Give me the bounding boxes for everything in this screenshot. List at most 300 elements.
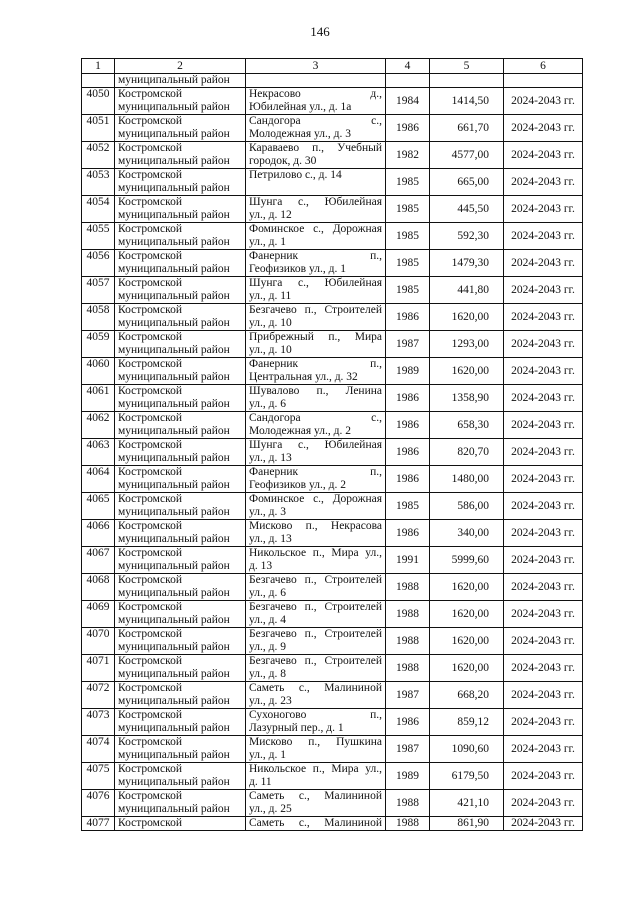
area-cell (430, 74, 504, 88)
address-cell (246, 574, 386, 601)
period-cell: 2024-2043 гг. (504, 385, 583, 412)
municipality-line: муниципальный район (118, 803, 230, 815)
address-line: д. 11 (249, 776, 272, 788)
address-line: Никольское п., Мира ул., (249, 763, 382, 775)
municipality-cell (115, 223, 246, 250)
area-cell: 1620,00 (430, 655, 504, 682)
municipality-cell (115, 196, 246, 223)
period-cell: 2024-2043 гг. (504, 682, 583, 709)
municipality-line: Костромской (118, 520, 182, 532)
municipality-line: муниципальный район (118, 506, 230, 518)
municipality-line: муниципальный район (118, 155, 230, 167)
municipality-line: Костромской (118, 493, 182, 505)
year-cell: 1989 (386, 763, 430, 790)
period-cell: 2024-2043 гг. (504, 790, 583, 817)
table-row (82, 682, 583, 709)
municipality-line: Костромской (118, 88, 182, 100)
year-cell: 1985 (386, 250, 430, 277)
address-cell (246, 736, 386, 763)
address-cell (246, 601, 386, 628)
municipality-cell (115, 385, 246, 412)
year-cell: 1984 (386, 88, 430, 115)
row-number-cell (82, 74, 115, 88)
address-cell (246, 628, 386, 655)
area-cell: 661,70 (430, 115, 504, 142)
municipality-line: Костромской (118, 547, 182, 559)
table-row (82, 601, 583, 628)
year-cell: 1985 (386, 223, 430, 250)
period-cell: 2024-2043 гг. (504, 250, 583, 277)
area-cell: 1293,00 (430, 331, 504, 358)
period-cell: 2024-2043 гг. (504, 304, 583, 331)
address-cell (246, 493, 386, 520)
table-row (82, 466, 583, 493)
year-cell: 1986 (386, 385, 430, 412)
period-cell: 2024-2043 гг. (504, 655, 583, 682)
year-cell: 1985 (386, 196, 430, 223)
address-line: ул., д. 6 (249, 587, 286, 599)
year-cell: 1986 (386, 520, 430, 547)
row-number-cell: 4058 (82, 304, 115, 331)
period-cell: 2024-2043 гг. (504, 439, 583, 466)
municipality-line: муниципальный район (118, 722, 230, 734)
area-cell: 861,90 (430, 817, 504, 831)
period-cell: 2024-2043 гг. (504, 547, 583, 574)
table-body (82, 59, 583, 831)
address-cell (246, 331, 386, 358)
address-line: ул., д. 9 (249, 641, 286, 653)
year-cell: 1987 (386, 331, 430, 358)
address-cell (246, 817, 386, 831)
table-row (82, 358, 583, 385)
period-cell: 2024-2043 гг. (504, 601, 583, 628)
municipality-cell (115, 736, 246, 763)
table-row (82, 412, 583, 439)
address-line: Юбилейная ул., д. 1а (249, 101, 352, 113)
address-line: ул., д. 6 (249, 398, 286, 410)
address-line: Шунга с., Юбилейная (249, 439, 382, 451)
table-row (82, 331, 583, 358)
continuation-row (82, 74, 583, 88)
year-cell: 1986 (386, 439, 430, 466)
municipality-line: муниципальный район (118, 749, 230, 761)
row-number-cell: 4054 (82, 196, 115, 223)
address-line: Саметь с., Малининой (249, 682, 382, 694)
table-row (82, 709, 583, 736)
row-number-cell: 4068 (82, 574, 115, 601)
municipality-line: муниципальный район (118, 614, 230, 626)
municipality-line: Костромской (118, 763, 182, 775)
address-cell (246, 223, 386, 250)
address-line: ул., д. 10 (249, 344, 292, 356)
municipality-line: муниципальный район (118, 263, 230, 275)
address-cell (246, 358, 386, 385)
area-cell: 1358,90 (430, 385, 504, 412)
address-line: ул., д. 25 (249, 803, 292, 815)
address-cell (246, 142, 386, 169)
address-cell (246, 385, 386, 412)
table-row (82, 655, 583, 682)
row-number-cell: 4075 (82, 763, 115, 790)
municipality-cell (115, 520, 246, 547)
address-line: Безгачево п., Строителей (249, 655, 382, 667)
row-number-cell: 4076 (82, 790, 115, 817)
municipality-line: Костромской (118, 358, 182, 370)
municipality-line: Костромской (118, 682, 182, 694)
area-cell: 6179,50 (430, 763, 504, 790)
municipality-line: муниципальный район (118, 668, 230, 680)
address-line: Фанерник п., (249, 250, 382, 262)
table-row (82, 142, 583, 169)
address-line: Фоминское с., Дорожная (249, 493, 382, 505)
area-cell: 4577,00 (430, 142, 504, 169)
address-line: Центральная ул., д. 32 (249, 371, 358, 383)
year-cell: 1987 (386, 682, 430, 709)
address-line: Шунга с., Юбилейная (249, 277, 382, 289)
address-cell (246, 439, 386, 466)
municipality-cell (115, 250, 246, 277)
municipality-line: Костромской (118, 439, 182, 451)
row-number-cell: 4055 (82, 223, 115, 250)
address-line: Безгачево п., Строителей (249, 601, 382, 613)
year-cell: 1988 (386, 574, 430, 601)
address-line: Мисково п., Пушкина (249, 736, 382, 748)
year-cell: 1985 (386, 277, 430, 304)
municipality-line: муниципальный район (118, 236, 230, 248)
address-line: Саметь с., Малининой (249, 790, 382, 802)
year-cell: 1985 (386, 169, 430, 196)
area-cell: 1620,00 (430, 601, 504, 628)
year-cell: 1986 (386, 466, 430, 493)
column-number: 2 (115, 59, 246, 74)
address-cell (246, 169, 386, 196)
row-number-cell: 4053 (82, 169, 115, 196)
column-number: 6 (504, 59, 583, 74)
table-row (82, 493, 583, 520)
year-cell (386, 74, 430, 88)
municipality-line: муниципальный район (118, 587, 230, 599)
municipality-cell (115, 655, 246, 682)
area-cell: 5999,60 (430, 547, 504, 574)
address-cell (246, 74, 386, 88)
row-number-cell: 4065 (82, 493, 115, 520)
municipality-line: муниципальный район (118, 776, 230, 788)
municipality-line: Костромской (118, 385, 182, 397)
municipality-line: муниципальный район (118, 479, 230, 491)
municipality-cell (115, 493, 246, 520)
municipality-line: Костромской (118, 142, 182, 154)
address-line: Лазурный пер., д. 1 (249, 722, 344, 734)
address-line: Прибрежный п., Мира (249, 331, 382, 343)
area-cell: 1620,00 (430, 574, 504, 601)
address-line: ул., д. 10 (249, 317, 292, 329)
housing-register-table (81, 58, 583, 831)
address-cell (246, 115, 386, 142)
table-row (82, 115, 583, 142)
municipality-cell (115, 277, 246, 304)
area-cell: 1620,00 (430, 304, 504, 331)
address-cell (246, 412, 386, 439)
row-number-cell: 4050 (82, 88, 115, 115)
table-row (82, 736, 583, 763)
address-line: ул., д. 23 (249, 695, 292, 707)
address-cell (246, 655, 386, 682)
address-line: ул., д. 12 (249, 209, 292, 221)
column-number: 3 (246, 59, 386, 74)
municipality-line: Костромской (118, 169, 182, 181)
municipality-line: муниципальный район (118, 128, 230, 140)
table-row (82, 628, 583, 655)
table-row (82, 574, 583, 601)
year-cell: 1988 (386, 655, 430, 682)
table-row (82, 250, 583, 277)
municipality-cell (115, 88, 246, 115)
table-row (82, 763, 583, 790)
municipality-cell (115, 763, 246, 790)
period-cell: 2024-2043 гг. (504, 493, 583, 520)
table-row (82, 790, 583, 817)
area-cell: 1480,00 (430, 466, 504, 493)
column-number: 5 (430, 59, 504, 74)
period-cell: 2024-2043 гг. (504, 466, 583, 493)
year-cell: 1982 (386, 142, 430, 169)
address-line: Сандогора с., (249, 412, 382, 424)
row-number-cell: 4074 (82, 736, 115, 763)
area-cell: 820,70 (430, 439, 504, 466)
address-line: Фоминское с., Дорожная (249, 223, 382, 235)
municipality-cell (115, 115, 246, 142)
area-cell: 1414,50 (430, 88, 504, 115)
period-cell: 2024-2043 гг. (504, 142, 583, 169)
period-cell: 2024-2043 гг. (504, 196, 583, 223)
row-number-cell: 4061 (82, 385, 115, 412)
municipality-line: муниципальный район (118, 101, 230, 113)
row-number-cell: 4073 (82, 709, 115, 736)
municipality-cell (115, 439, 246, 466)
address-line: Шувалово п., Ленина (249, 385, 382, 397)
table-row (82, 304, 583, 331)
area-cell: 668,20 (430, 682, 504, 709)
period-cell: 2024-2043 гг. (504, 277, 583, 304)
municipality-cell (115, 466, 246, 493)
municipality-line: Костромской (118, 250, 182, 262)
municipality-cell (115, 142, 246, 169)
area-cell: 859,12 (430, 709, 504, 736)
row-number-cell: 4071 (82, 655, 115, 682)
year-cell: 1986 (386, 304, 430, 331)
period-cell: 2024-2043 гг. (504, 412, 583, 439)
period-cell: 2024-2043 гг. (504, 115, 583, 142)
year-cell: 1988 (386, 628, 430, 655)
address-line: Безгачево п., Строителей (249, 574, 382, 586)
address-line: ул., д. 8 (249, 668, 286, 680)
period-cell: 2024-2043 гг. (504, 817, 583, 831)
column-number: 1 (82, 59, 115, 74)
municipality-cell (115, 709, 246, 736)
address-line: ул., д. 1 (249, 236, 286, 248)
year-cell: 1988 (386, 817, 430, 831)
address-cell (246, 790, 386, 817)
municipality-line: Костромской (118, 466, 182, 478)
period-cell: 2024-2043 гг. (504, 628, 583, 655)
municipality-line: муниципальный район (118, 182, 230, 194)
period-cell: 2024-2043 гг. (504, 763, 583, 790)
period-cell: 2024-2043 гг. (504, 574, 583, 601)
municipality-cell (115, 682, 246, 709)
municipality-line: Костромской (118, 277, 182, 289)
municipality-line: Костромской (118, 655, 182, 667)
year-cell: 1985 (386, 493, 430, 520)
address-line: Безгачево п., Строителей (249, 628, 382, 640)
municipality-line: Костромской (118, 790, 182, 802)
area-cell: 441,80 (430, 277, 504, 304)
municipality-cell (115, 412, 246, 439)
period-cell: 2024-2043 гг. (504, 223, 583, 250)
municipality-cell (115, 304, 246, 331)
row-number-cell: 4059 (82, 331, 115, 358)
table-row (82, 277, 583, 304)
period-cell (504, 74, 583, 88)
row-number-cell: 4077 (82, 817, 115, 831)
municipality-line: Костромской (118, 412, 182, 424)
municipality-line: муниципальный район (118, 425, 230, 437)
page-number: 146 (310, 24, 330, 39)
address-cell (246, 250, 386, 277)
row-number-cell: 4051 (82, 115, 115, 142)
column-number: 4 (386, 59, 430, 74)
municipality-line: муниципальный район (118, 344, 230, 356)
address-line: ул., д. 13 (249, 533, 292, 545)
address-line: Фанерник п., (249, 358, 382, 370)
address-line: Караваево п., Учебный (249, 142, 382, 154)
row-number-cell: 4064 (82, 466, 115, 493)
municipality-cell (115, 358, 246, 385)
address-line: Геофизиков ул., д. 2 (249, 479, 346, 491)
table-row (82, 196, 583, 223)
municipality-line: муниципальный район (118, 290, 230, 302)
row-number-cell: 4072 (82, 682, 115, 709)
row-number-cell: 4060 (82, 358, 115, 385)
table-row (82, 385, 583, 412)
municipality-line: муниципальный район (118, 398, 230, 410)
municipality-line: Костромской (118, 601, 182, 613)
municipality-line: Костромской (118, 223, 182, 235)
municipality-line: Костромской (118, 736, 182, 748)
row-number-cell: 4062 (82, 412, 115, 439)
address-line: Петрилово с., д. 14 (249, 169, 342, 181)
year-cell: 1986 (386, 115, 430, 142)
period-cell: 2024-2043 гг. (504, 88, 583, 115)
municipality-cell (115, 574, 246, 601)
municipality-line: Костромской (118, 304, 182, 316)
period-cell: 2024-2043 гг. (504, 736, 583, 763)
address-cell (246, 763, 386, 790)
area-cell: 421,10 (430, 790, 504, 817)
address-cell (246, 520, 386, 547)
municipality-cell (115, 331, 246, 358)
municipality-cell (115, 628, 246, 655)
address-line: Геофизиков ул., д. 1 (249, 263, 346, 275)
municipality-cell (115, 601, 246, 628)
row-number-cell: 4056 (82, 250, 115, 277)
municipality-line: Костромской (118, 196, 182, 208)
table-row (82, 223, 583, 250)
address-cell (246, 682, 386, 709)
municipality-line: муниципальный район (118, 641, 230, 653)
municipality-line: Костромской (118, 709, 182, 721)
area-cell: 658,30 (430, 412, 504, 439)
municipality-cell (115, 547, 246, 574)
address-line: Фанерник п., (249, 466, 382, 478)
address-cell (246, 547, 386, 574)
address-line: Молодежная ул., д. 2 (249, 425, 351, 437)
address-cell (246, 277, 386, 304)
year-cell: 1991 (386, 547, 430, 574)
row-number-cell: 4052 (82, 142, 115, 169)
address-line: ул., д. 4 (249, 614, 286, 626)
table-row (82, 520, 583, 547)
address-line: ул., д. 1 (249, 749, 286, 761)
address-line: д. 13 (249, 560, 273, 572)
municipality-line: муниципальный район (118, 452, 230, 464)
municipality-cell: муниципальный район (115, 74, 246, 88)
area-cell: 340,00 (430, 520, 504, 547)
municipality-cell (115, 817, 246, 831)
municipality-line: Костромской (118, 574, 182, 586)
municipality-cell (115, 169, 246, 196)
municipality-line: Костромской (118, 817, 182, 829)
period-cell: 2024-2043 гг. (504, 709, 583, 736)
period-cell: 2024-2043 гг. (504, 169, 583, 196)
row-number-cell: 4070 (82, 628, 115, 655)
row-number-cell: 4057 (82, 277, 115, 304)
area-cell: 1479,30 (430, 250, 504, 277)
table-row (82, 88, 583, 115)
address-line: Безгачево п., Строителей (249, 304, 382, 316)
address-line: Молодежная ул., д. 3 (249, 128, 351, 140)
address-cell (246, 709, 386, 736)
municipality-line: муниципальный район (118, 560, 230, 572)
address-cell (246, 88, 386, 115)
year-cell: 1988 (386, 790, 430, 817)
period-cell: 2024-2043 гг. (504, 358, 583, 385)
area-cell: 586,00 (430, 493, 504, 520)
row-number-cell: 4066 (82, 520, 115, 547)
area-cell: 592,30 (430, 223, 504, 250)
address-cell (246, 466, 386, 493)
row-number-cell: 4069 (82, 601, 115, 628)
municipality-cell (115, 790, 246, 817)
address-line: ул., д. 3 (249, 506, 286, 518)
address-line: Никольское п., Мира ул., (249, 547, 382, 559)
row-number-cell: 4063 (82, 439, 115, 466)
year-cell: 1987 (386, 736, 430, 763)
year-cell: 1986 (386, 412, 430, 439)
municipality-line: Костромской (118, 115, 182, 127)
area-cell: 445,50 (430, 196, 504, 223)
row-number-cell: 4067 (82, 547, 115, 574)
municipality-line: муниципальный район (118, 371, 230, 383)
municipality-line: муниципальный район (118, 533, 230, 545)
address-line: Саметь с., Малининой (249, 817, 382, 829)
year-cell: 1988 (386, 601, 430, 628)
address-line: ул., д. 11 (249, 290, 292, 302)
municipality-line: Костромской (118, 331, 182, 343)
address-line: ул., д. 13 (249, 452, 292, 464)
table-row (82, 547, 583, 574)
table-row (82, 169, 583, 196)
address-cell (246, 304, 386, 331)
